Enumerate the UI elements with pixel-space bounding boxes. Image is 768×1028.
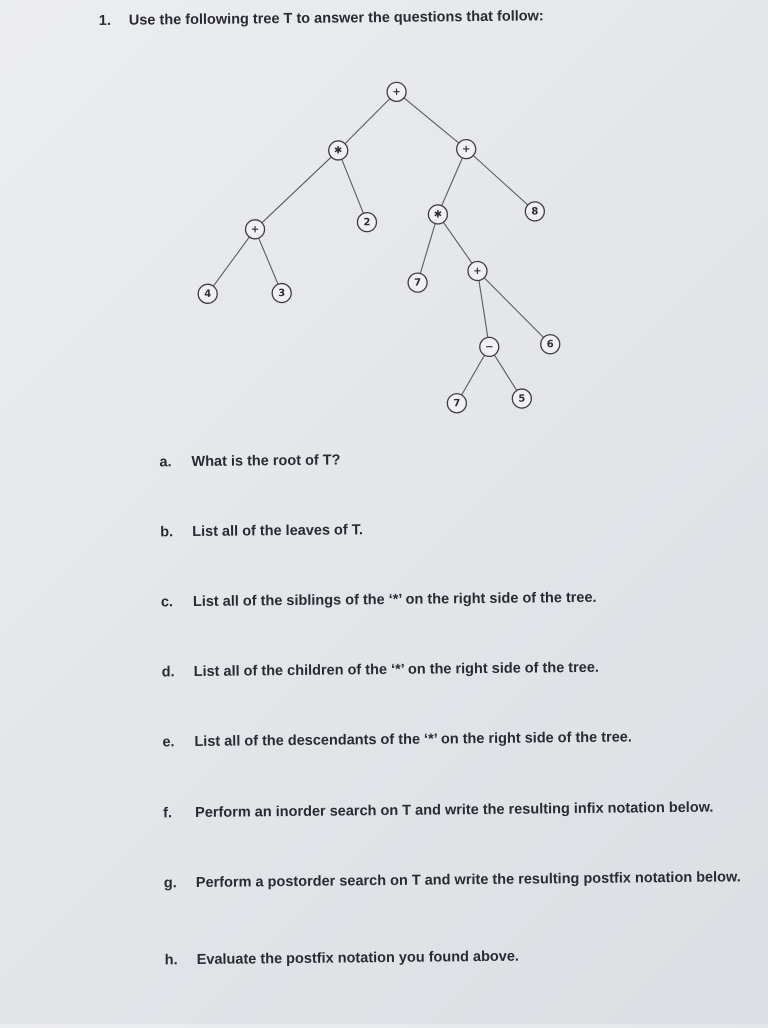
question-letter: f. xyxy=(163,805,173,822)
tree-node-label: 2 xyxy=(363,217,371,229)
question-letter: d. xyxy=(161,664,175,681)
tree-edge-mul-left-two xyxy=(338,150,367,222)
question-c xyxy=(161,590,597,611)
tree-node-six xyxy=(541,335,560,354)
question-text: Perform an inorder search on T and write the resulting infix notation below. xyxy=(195,799,714,821)
problem-prompt: Use the following tree T to answer the questions that follow: xyxy=(128,8,544,29)
question-letter: a. xyxy=(159,454,172,471)
tree-edge-plus-right-mul-right xyxy=(437,149,467,214)
tree-node-label: 3 xyxy=(278,288,286,300)
tree-node-mul-left xyxy=(329,141,348,160)
tree-node-seven-b xyxy=(447,394,466,413)
question-letter: h. xyxy=(164,952,178,969)
tree-node-three xyxy=(272,283,291,302)
question-text: Evaluate the postfix notation you found above. xyxy=(196,948,519,968)
tree-node-label: 7 xyxy=(453,398,461,410)
tree-node-label: 6 xyxy=(546,339,554,351)
tree-node-seven-a xyxy=(408,273,427,292)
tree-node-two xyxy=(357,213,376,232)
tree-node-root xyxy=(387,82,406,101)
tree-diagram xyxy=(0,0,767,444)
tree-node-mul-right xyxy=(428,205,447,224)
tree-node-label: + xyxy=(250,224,260,236)
question-letter: b. xyxy=(160,524,174,541)
question-letter: c. xyxy=(160,594,174,611)
problem-number: 1. xyxy=(98,12,112,29)
tree-edge-plus-left-four xyxy=(207,229,256,293)
tree-edge-mul-left-plus-left xyxy=(254,150,339,229)
question-d xyxy=(162,660,599,681)
tree-node-eight xyxy=(525,202,544,221)
tree-node-label: 4 xyxy=(204,288,212,300)
question-b xyxy=(160,522,363,540)
question-e xyxy=(162,729,632,750)
tree-node-label: ✱ xyxy=(333,145,343,157)
question-a xyxy=(159,452,340,470)
tree-edge-plus-lower-minus xyxy=(477,271,489,347)
tree-node-label: + xyxy=(461,144,471,156)
tree-node-minus xyxy=(480,337,499,356)
tree-node-plus-right xyxy=(457,140,476,159)
tree-node-plus-lower xyxy=(468,261,487,280)
question-text: List all of the children of the ‘*’ on the right side of the tree. xyxy=(193,659,599,681)
tree-node-label: ✱ xyxy=(433,209,443,221)
tree-node-label: + xyxy=(473,265,482,278)
tree-node-label: 5 xyxy=(518,393,526,405)
tree-edge-mul-right-seven-a xyxy=(417,214,439,282)
tree-edge-plus-right-eight xyxy=(466,148,535,212)
question-text: List all of the leaves of T. xyxy=(192,522,364,541)
question-text: Perform a postorder search on T and write the resulting postfix notation below. xyxy=(195,869,741,891)
tree-node-five xyxy=(512,389,531,408)
tree-edge-plus-lower-six xyxy=(477,270,550,345)
question-letter: e. xyxy=(162,734,175,751)
tree-node-label: 8 xyxy=(531,206,539,218)
tree-edge-plus-left-three xyxy=(255,229,282,293)
question-text: What is the root of T? xyxy=(191,452,341,471)
question-letter: g. xyxy=(163,875,177,892)
question-h xyxy=(165,949,519,969)
tree-node-plus-left xyxy=(245,220,264,239)
tree-node-four xyxy=(198,284,217,303)
tree-node-label: + xyxy=(392,86,401,98)
tree-edge-root-mul-left xyxy=(338,92,398,151)
question-text: List all of the siblings of the ‘*’ on the right side of the tree. xyxy=(192,589,597,611)
question-text: List all of the descendants of the ‘*’ on the right side of the tree. xyxy=(194,729,632,750)
tree-edge-root-plus-right xyxy=(397,91,467,150)
tree-node-label: 7 xyxy=(414,277,422,289)
tree-node-label: − xyxy=(485,341,494,353)
question-f xyxy=(163,800,713,822)
question-g xyxy=(164,869,741,891)
